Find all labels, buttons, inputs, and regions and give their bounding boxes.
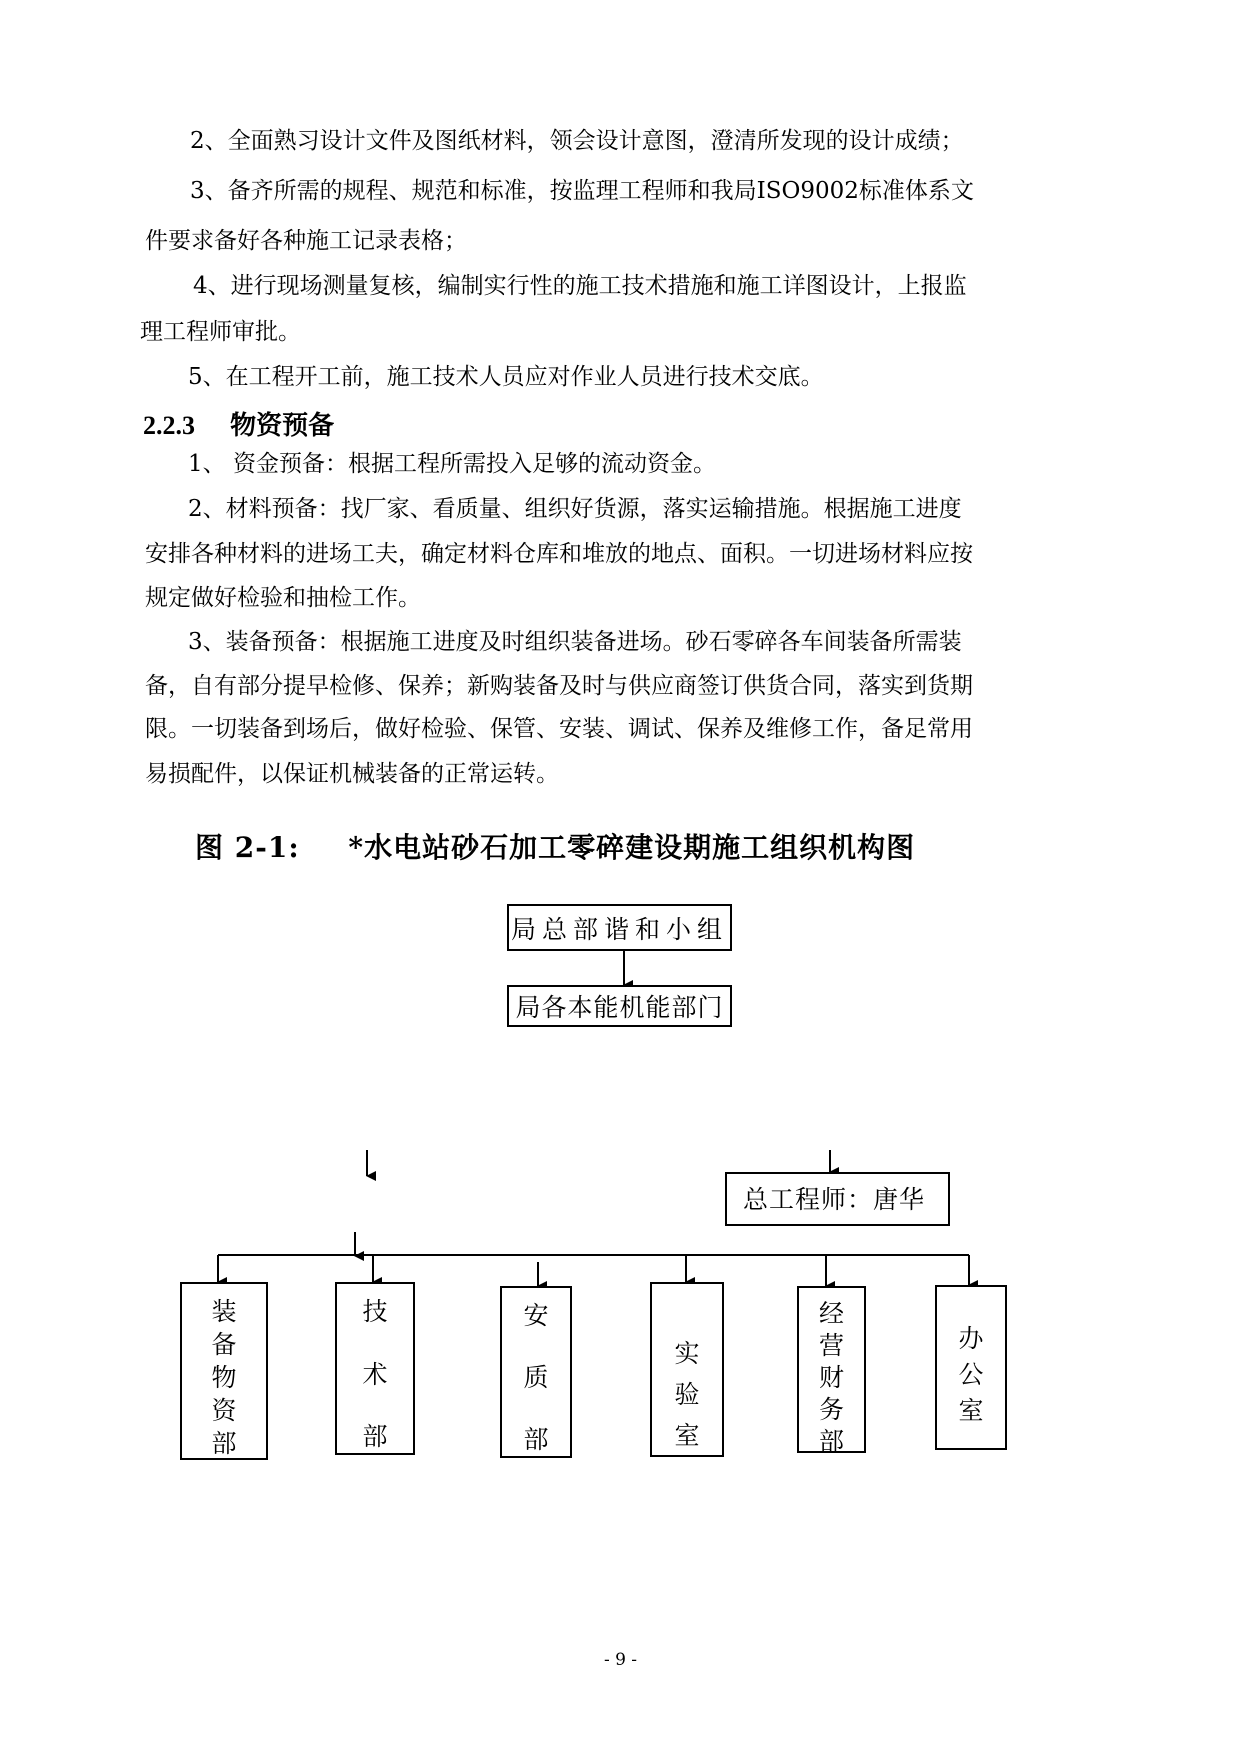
chief-engineer-box: 总工程师：唐华: [725, 1172, 950, 1226]
section-paragraph-2-line-3: 规定做好检验和抽检工作。: [145, 585, 421, 611]
dept-4-char-3: 室: [674, 1421, 700, 1450]
dept-2-char-1: 技: [362, 1297, 388, 1326]
dept-box-safety-quality: [500, 1286, 572, 1458]
dept-6-char-1: 办: [958, 1324, 984, 1353]
dept-1-char-4: 资: [211, 1396, 237, 1425]
org-second-box: 局各本能机能部门: [507, 985, 732, 1027]
dept-box-laboratory: [650, 1282, 724, 1457]
paragraph-1: 2、全面熟习设计文件及图纸材料，领会设计意图，澄清所发现的设计成绩；: [190, 128, 964, 154]
section-paragraph-3-line-4: 易损配件，以保证机械装备的正常运转。: [145, 761, 559, 787]
dept-4-char-1: 实: [674, 1339, 700, 1368]
org-top-box: 局总部谐和小组: [507, 904, 732, 951]
dept-6-char-2: 公: [958, 1360, 984, 1389]
dept-1-char-1: 装: [211, 1297, 237, 1326]
dept-2-char-3: 部: [362, 1422, 388, 1451]
dept-5-char-1: 经: [818, 1299, 844, 1328]
section-paragraph-2-line-2: 安排各种材料的进场工夫，确定材料仓库和堆放的地点、面积。一切进场材料应按: [145, 541, 973, 567]
paragraph-2-line-1: 3、备齐所需的规程、规范和标准，按监理工程师和我局ISO9002标准体系文: [190, 178, 974, 204]
dept-5-char-3: 财: [818, 1363, 844, 1392]
paragraph-3-line-2: 理工程师审批。: [140, 319, 301, 345]
dept-2-char-2: 术: [362, 1359, 388, 1389]
dept-3-char-2: 质: [523, 1363, 549, 1392]
section-number: 2.2.3: [143, 411, 195, 440]
figure-caption: *水电站砂石加工零碎建设期施工组织机构图: [348, 831, 916, 864]
figure-label: 图 2-1:: [195, 831, 300, 864]
section-paragraph-3-line-2: 备，自有部分提早检修、保养；新购装备及时与供应商签订供货合同，落实到货期: [145, 673, 973, 699]
dept-box-technology: [335, 1282, 415, 1455]
dept-box-equipment: [180, 1282, 268, 1460]
dept-3-char-3: 部: [523, 1425, 549, 1454]
section-paragraph-2-line-1: 2、材料预备：找厂家、看质量、组织好货源，落实运输措施。根据施工进度: [188, 496, 962, 522]
dept-6-char-3: 室: [958, 1396, 984, 1425]
dept-5-char-2: 营: [818, 1331, 844, 1360]
section-paragraph-1: 1、 资金预备：根据工程所需投入足够的流动资金。: [188, 451, 716, 477]
section-title: 物资预备: [230, 411, 335, 441]
paragraph-2-line-2: 件要求备好各种施工记录表格；: [145, 228, 467, 254]
dept-5-char-4: 务: [818, 1395, 844, 1424]
dept-5-char-5: 部: [818, 1427, 844, 1456]
dept-3-char-1: 安: [523, 1301, 549, 1330]
section-paragraph-3-line-1: 3、装备预备：根据施工进度及时组织装备进场。砂石零碎各车间装备所需装: [188, 629, 962, 655]
paragraph-4: 5、在工程开工前，施工技术人员应对作业人员进行技术交底。: [188, 364, 824, 390]
dept-1-char-2: 备: [211, 1330, 237, 1359]
dept-4-char-2: 验: [674, 1380, 700, 1409]
dept-1-char-3: 物: [211, 1363, 237, 1392]
dept-box-office: [935, 1285, 1007, 1450]
dept-box-finance: [797, 1286, 866, 1456]
paragraph-3-line-1: 4、进行现场测量复核，编制实行性的施工技术措施和施工详图设计，上报监: [193, 273, 967, 299]
dept-1-char-5: 部: [211, 1429, 237, 1458]
page-number: - 9 -: [603, 1650, 638, 1670]
section-paragraph-3-line-3: 限。一切装备到场后，做好检验、保管、安装、调试、保养及维修工作，备足常用: [145, 716, 973, 742]
